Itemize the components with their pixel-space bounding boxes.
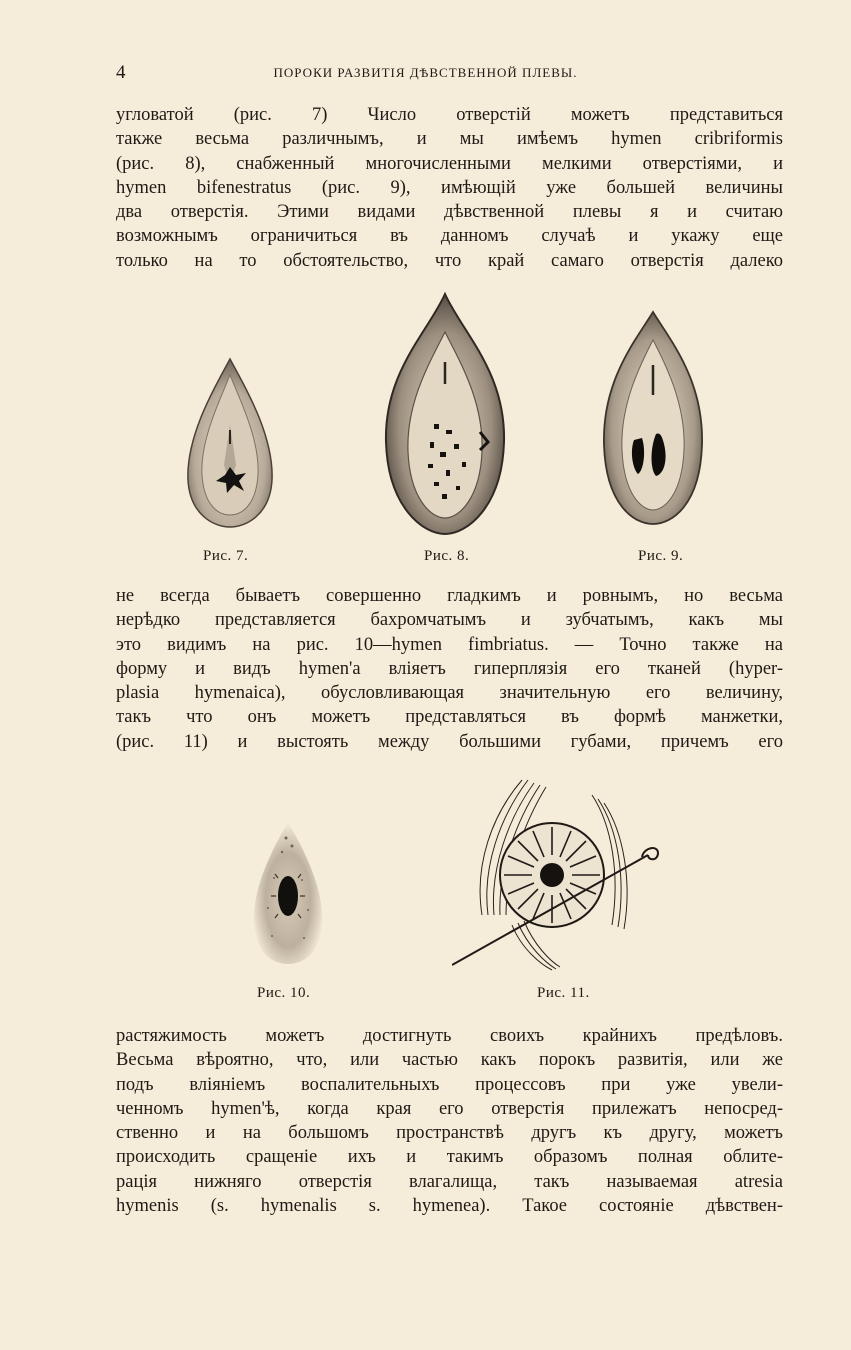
text-line: hymenis (s. hymenalis s. hymenea). Такое состояніе дѣвствен- xyxy=(116,1196,783,1217)
text-line: растяжимость можетъ достигнуть своихъ крайнихъ предѣловъ. xyxy=(116,1026,783,1046)
text-line: это видимъ на рис. 10—hymen fimbriatus. — Точно также на xyxy=(116,634,783,655)
text-line: два отверстія. Этими видами дѣвственной плевы я и считаю xyxy=(116,202,783,223)
text-line: возможнымъ ограничиться въ данномъ случаѣ и укажу еще xyxy=(116,226,783,247)
paragraph-3 xyxy=(116,1024,783,1218)
caption-figure-8: Рис. 8. xyxy=(424,548,470,564)
figure-11-illustration xyxy=(452,775,667,975)
text-line: plasia hymenaica), обусловливающая значительную его величину, xyxy=(116,683,783,704)
text-line: ченномъ hymen'ѣ, когда края его отверстія прилежатъ непосред- xyxy=(116,1098,783,1119)
caption-figure-11: Рис. 11. xyxy=(537,985,590,1001)
text-line: hymen bifenestratus (рис. 9), имѣющій уже большей величины xyxy=(116,177,783,198)
text-line: угловатой (рис. 7) Число отверстій можетъ представиться xyxy=(116,105,783,125)
running-title: ПОРОКИ РАЗВИТІЯ ДѢВСТВЕННОЙ ПЛЕВЫ. xyxy=(273,65,578,80)
caption-figure-9: Рис. 9. xyxy=(638,548,684,564)
figure-8-illustration xyxy=(382,292,508,538)
text-line: форму и видъ hymen'а вліяетъ гиперплязія его тканей (hyper- xyxy=(116,658,783,679)
page-number: 4 xyxy=(116,62,126,83)
text-line: подъ вліяніемъ воспалительныхъ процессовъ при уже увели- xyxy=(116,1074,783,1095)
text-line: (рис. 8), снабженный многочисленными мелкими отверстіями, и xyxy=(116,153,783,174)
paragraph-2 xyxy=(116,584,783,754)
text-line: ственно и на большомъ пространствѣ другъ къ другу, можетъ xyxy=(116,1123,783,1144)
text-line: происходить сращеніе ихъ и такимъ образомъ полная облите- xyxy=(116,1147,783,1168)
text-line: также весьма различнымъ, и мы имѣемъ hymen cribriformis xyxy=(116,129,783,150)
paragraph-1 xyxy=(116,103,783,273)
figure-10-illustration xyxy=(248,818,328,968)
caption-figure-10: Рис. 10. xyxy=(257,985,311,1001)
figure-7-illustration xyxy=(184,355,276,530)
text-line: нерѣдко представляется бахромчатымъ и зубчатымъ, какъ мы xyxy=(116,610,783,631)
caption-figure-7: Рис. 7. xyxy=(203,548,249,564)
text-line: такъ что онъ можетъ представляться въ формѣ манжетки, xyxy=(116,707,783,728)
text-line: только на то обстоятельство, что край самаго отверстія далеко xyxy=(116,250,783,271)
figure-9-illustration xyxy=(598,310,708,528)
page-header xyxy=(116,62,735,86)
text-line: (рис. 11) и выстоять между большими губами, причемъ его xyxy=(116,731,783,752)
text-line: рація нижняго отверстія влагалища, такъ называемая atresia xyxy=(116,1171,783,1192)
text-line: Весьма вѣроятно, что, или частью какъ порокъ развитія, или же xyxy=(116,1050,783,1071)
text-line: не всегда бываетъ совершенно гладкимъ и ровнымъ, но весьма xyxy=(116,586,783,606)
